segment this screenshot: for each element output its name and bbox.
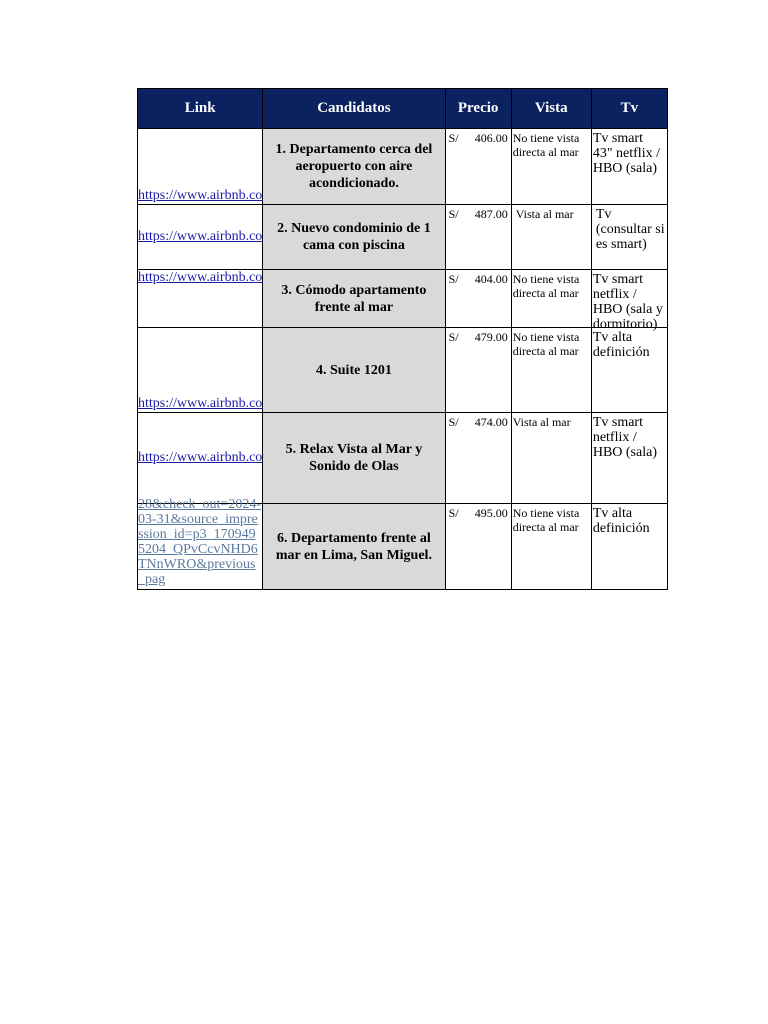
candidate-cell: 3. Cómodo apartamento frente al mar — [263, 270, 445, 328]
candidate-cell: 4. Suite 1201 — [263, 328, 445, 413]
table-row — [138, 205, 668, 270]
tv-cell: Tv alta definición — [591, 328, 667, 413]
table-row — [138, 504, 668, 590]
vista-cell: No tiene vista directa al mar — [511, 504, 591, 590]
price-cell — [445, 205, 511, 270]
vista-cell: No tiene vista directa al mar — [511, 129, 591, 205]
tv-cell: Tv smart 43" netflix / HBO (sala) — [591, 129, 667, 205]
listing-link[interactable]: https://www.airbnb.co — [138, 188, 263, 203]
link-cell — [138, 328, 263, 413]
currency: S/ — [448, 415, 459, 429]
header-candidatos: Candidatos — [263, 89, 445, 129]
currency: S/ — [448, 207, 459, 221]
candidates-table — [137, 88, 668, 590]
tv-text: Tv smart netflix / HBO (sala y dormitorio) — [592, 272, 663, 332]
price-cell — [445, 270, 511, 328]
listing-link[interactable]: https://www.airbnb.co — [138, 229, 263, 244]
price-value: 474.00 — [474, 415, 508, 429]
price-value: 495.00 — [474, 506, 508, 520]
price-value: 487.00 — [474, 207, 508, 221]
currency: S/ — [448, 272, 459, 286]
listing-link[interactable]: https://www.airbnb.co — [138, 396, 263, 411]
price-value: 404.00 — [474, 272, 508, 286]
vista-cell: Vista al mar — [511, 413, 591, 504]
listing-link[interactable]: 28&check_out=2024-03-31&source_impression_id=p3_1709495204_QPvCcvNHD6TNnWRO&previous_pag — [138, 497, 261, 587]
listing-link[interactable]: https://www.airbnb.co — [138, 450, 263, 465]
price-cell — [445, 504, 511, 590]
candidate-cell: 1. Departamento cerca del aeropuerto con aire acondicionado. — [263, 129, 445, 205]
link-cell — [138, 270, 263, 328]
link-cell — [138, 497, 263, 590]
price-cell — [445, 129, 511, 205]
link-cell — [138, 413, 263, 504]
currency: S/ — [448, 131, 459, 145]
candidate-cell: 2. Nuevo condominio de 1 cama con piscina — [263, 205, 445, 270]
vista-cell: No tiene vista directa al mar — [511, 328, 591, 413]
header-tv: Tv — [591, 89, 667, 129]
listing-link[interactable]: https://www.airbnb.co — [138, 270, 263, 285]
table-row — [138, 129, 668, 205]
currency: S/ — [448, 506, 459, 520]
link-cell — [138, 205, 263, 270]
vista-cell: Vista al mar — [511, 205, 591, 270]
tv-cell: Tv (consultar si es smart) — [591, 205, 667, 270]
tv-cell: Tv smart netflix / HBO (sala) — [591, 413, 667, 504]
table-row — [138, 413, 668, 504]
header-vista: Vista — [511, 89, 591, 129]
link-cell — [138, 129, 263, 205]
candidate-cell: 6. Departamento frente al mar en Lima, San Miguel. — [263, 504, 445, 590]
tv-cell: Tv alta definición — [591, 504, 667, 590]
table-row — [138, 328, 668, 413]
header-precio: Precio — [445, 89, 511, 129]
header-link: Link — [138, 89, 263, 129]
tv-cell — [591, 270, 667, 332]
price-value: 479.00 — [474, 330, 508, 344]
candidate-cell: 5. Relax Vista al Mar y Sonido de Olas — [263, 413, 445, 504]
price-cell — [445, 328, 511, 413]
table-row — [138, 270, 668, 328]
price-cell — [445, 413, 511, 504]
currency: S/ — [448, 330, 459, 344]
header-row — [138, 89, 668, 129]
price-value: 406.00 — [474, 131, 508, 145]
vista-cell: No tiene vista directa al mar — [511, 270, 591, 328]
